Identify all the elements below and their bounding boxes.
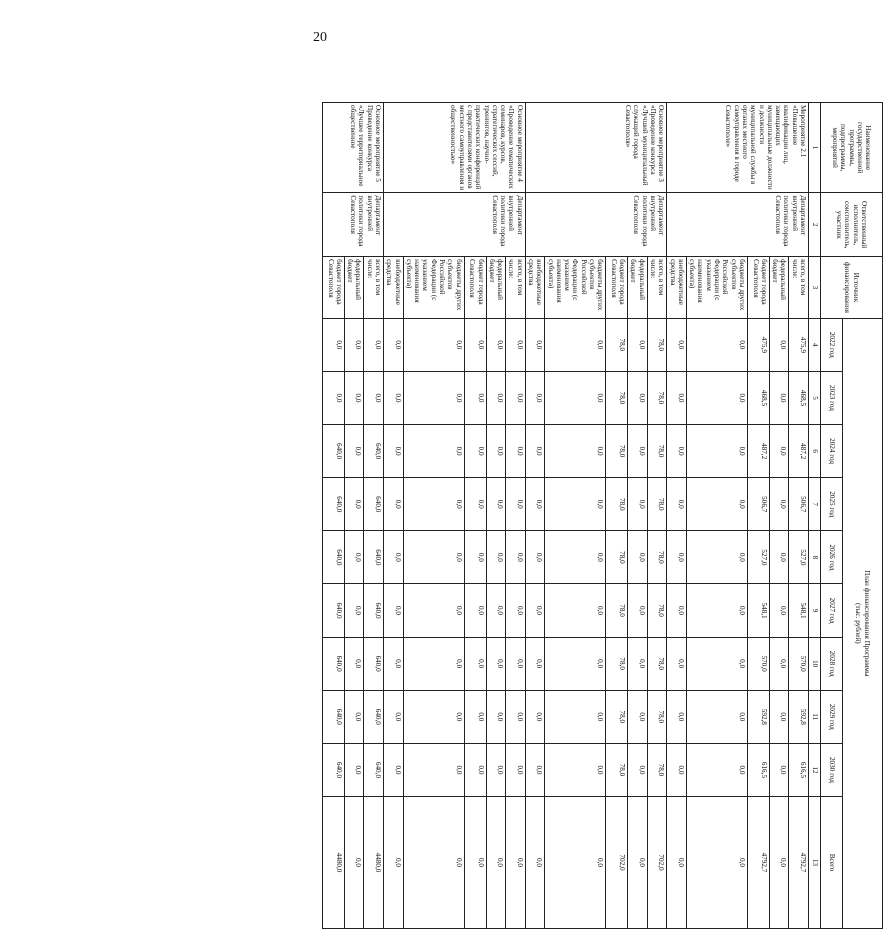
year-value-cell: 78,0 bbox=[647, 584, 667, 637]
year-value-cell: 0,0 bbox=[384, 371, 404, 424]
year-value-cell: 0,0 bbox=[344, 371, 364, 424]
year-value-cell: 0,0 bbox=[403, 584, 464, 637]
funding-source: бюджет города Севастополя bbox=[606, 257, 628, 319]
year-value-cell: 0,0 bbox=[686, 478, 747, 531]
year-value-cell: 0,0 bbox=[506, 690, 526, 743]
total-cell: 0,0 bbox=[403, 797, 464, 929]
year-value-cell: 0,0 bbox=[545, 371, 606, 424]
total-cell: 0,0 bbox=[344, 797, 364, 929]
year-value-cell: 506,7 bbox=[747, 478, 769, 531]
year-value-cell: 0,0 bbox=[769, 371, 789, 424]
year-value-cell: 506,7 bbox=[789, 478, 809, 531]
measure-name: Мероприятие 2.1 «Повышение квалификации лиц, замещающих муниципальные должности и должности муниципальной службы в органах местного самоуправления в городе Севастополе» bbox=[667, 103, 809, 193]
year-value-cell: 0,0 bbox=[545, 531, 606, 584]
year-value-cell: 0,0 bbox=[545, 584, 606, 637]
year-value-cell: 0,0 bbox=[344, 637, 364, 690]
year-value-cell: 468,5 bbox=[747, 371, 769, 424]
measure-executor: Департамент внутренней политики города Севастополя bbox=[322, 193, 383, 257]
year-value-cell: 0,0 bbox=[384, 425, 404, 478]
year-value-cell: 0,0 bbox=[486, 531, 506, 584]
header-index: 3 bbox=[809, 257, 821, 319]
year-value-cell: 78,0 bbox=[606, 584, 628, 637]
funding-source: всего, в том числе: bbox=[789, 257, 809, 319]
year-value-cell: 0,0 bbox=[628, 371, 648, 424]
year-value-cell: 78,0 bbox=[606, 478, 628, 531]
year-value-cell: 0,0 bbox=[384, 637, 404, 690]
funding-source: внебюджетные средства bbox=[525, 257, 545, 319]
year-value-cell: 640,0 bbox=[322, 425, 344, 478]
year-value-cell: 592,8 bbox=[789, 690, 809, 743]
year-value-cell: 548,1 bbox=[747, 584, 769, 637]
year-value-cell: 0,0 bbox=[486, 478, 506, 531]
header-index: 11 bbox=[809, 690, 821, 743]
year-value-cell: 0,0 bbox=[525, 743, 545, 796]
year-value-cell: 640,0 bbox=[364, 743, 384, 796]
year-value-cell: 0,0 bbox=[525, 425, 545, 478]
year-value-cell: 0,0 bbox=[464, 425, 486, 478]
year-value-cell: 78,0 bbox=[647, 743, 667, 796]
rotated-table-container bbox=[324, 102, 883, 929]
funding-source: всего, в том числе: bbox=[364, 257, 384, 319]
year-value-cell: 0,0 bbox=[525, 371, 545, 424]
year-value-cell: 640,0 bbox=[322, 743, 344, 796]
year-value-cell: 0,0 bbox=[403, 425, 464, 478]
year-value-cell: 0,0 bbox=[506, 318, 526, 371]
table-row bbox=[506, 103, 526, 929]
year-value-cell: 0,0 bbox=[506, 743, 526, 796]
year-value-cell: 78,0 bbox=[606, 425, 628, 478]
year-value-cell: 78,0 bbox=[647, 637, 667, 690]
year-value-cell: 0,0 bbox=[403, 531, 464, 584]
year-value-cell: 78,0 bbox=[647, 371, 667, 424]
year-value-cell: 78,0 bbox=[647, 531, 667, 584]
total-cell: 702,0 bbox=[647, 797, 667, 929]
year-value-cell: 0,0 bbox=[403, 318, 464, 371]
year-value-cell: 0,0 bbox=[384, 690, 404, 743]
year-value-cell: 0,0 bbox=[403, 637, 464, 690]
year-value-cell: 640,0 bbox=[364, 531, 384, 584]
year-value-cell: 640,0 bbox=[364, 584, 384, 637]
year-value-cell: 0,0 bbox=[628, 318, 648, 371]
year-value-cell: 0,0 bbox=[686, 584, 747, 637]
header-index: 7 bbox=[809, 478, 821, 531]
total-cell: 0,0 bbox=[769, 797, 789, 929]
year-value-cell: 0,0 bbox=[486, 637, 506, 690]
year-value-cell: 0,0 bbox=[667, 637, 687, 690]
year-value-cell: 640,0 bbox=[364, 637, 384, 690]
year-value-cell: 592,8 bbox=[747, 690, 769, 743]
total-cell: 0,0 bbox=[486, 797, 506, 929]
measure-executor: Департамент внутренней политики города Севастополя bbox=[667, 193, 809, 257]
header-year: 2025 год bbox=[821, 478, 843, 531]
funding-source: бюджет города Севастополя bbox=[464, 257, 486, 319]
funding-source: бюджеты других субъектов Российской Федерации (с указанием наименования субъекта) bbox=[545, 257, 606, 319]
table-row bbox=[364, 103, 384, 929]
year-value-cell: 640,0 bbox=[322, 531, 344, 584]
year-value-cell: 78,0 bbox=[606, 690, 628, 743]
year-value-cell: 0,0 bbox=[667, 318, 687, 371]
total-cell: 4792,7 bbox=[747, 797, 769, 929]
year-value-cell: 0,0 bbox=[525, 531, 545, 584]
year-value-cell: 0,0 bbox=[545, 478, 606, 531]
year-value-cell: 527,0 bbox=[747, 531, 769, 584]
year-value-cell: 0,0 bbox=[506, 478, 526, 531]
year-value-cell: 78,0 bbox=[606, 318, 628, 371]
year-value-cell: 487,2 bbox=[789, 425, 809, 478]
year-value-cell: 0,0 bbox=[667, 584, 687, 637]
header-plan-title: План финансирования Программы bbox=[862, 570, 871, 677]
year-value-cell: 0,0 bbox=[667, 425, 687, 478]
year-value-cell: 0,0 bbox=[464, 531, 486, 584]
total-cell: 4792,7 bbox=[789, 797, 809, 929]
funding-source: бюджеты других субъектов Российской Федерации (с указанием наименования субъекта) bbox=[403, 257, 464, 319]
year-value-cell: 640,0 bbox=[322, 637, 344, 690]
year-value-cell: 0,0 bbox=[769, 531, 789, 584]
year-value-cell: 0,0 bbox=[686, 637, 747, 690]
year-value-cell: 0,0 bbox=[628, 478, 648, 531]
year-value-cell: 0,0 bbox=[506, 425, 526, 478]
funding-source: федеральный бюджет bbox=[486, 257, 506, 319]
year-value-cell: 0,0 bbox=[506, 531, 526, 584]
year-value-cell: 78,0 bbox=[647, 318, 667, 371]
year-value-cell: 616,5 bbox=[789, 743, 809, 796]
header-plan-unit: (тыс. рублей) bbox=[854, 603, 863, 644]
header-year: 2026 год bbox=[821, 531, 843, 584]
header-index: 9 bbox=[809, 584, 821, 637]
year-value-cell: 0,0 bbox=[667, 531, 687, 584]
year-value-cell: 0,0 bbox=[628, 531, 648, 584]
header-year: 2024 год bbox=[821, 425, 843, 478]
year-value-cell: 0,0 bbox=[486, 425, 506, 478]
year-value-cell: 78,0 bbox=[647, 690, 667, 743]
header-year: 2028 год bbox=[821, 637, 843, 690]
year-value-cell: 0,0 bbox=[464, 743, 486, 796]
year-value-cell: 0,0 bbox=[686, 425, 747, 478]
year-value-cell: 0,0 bbox=[628, 743, 648, 796]
header-index: 12 bbox=[809, 743, 821, 796]
table-header bbox=[809, 103, 883, 929]
year-value-cell: 0,0 bbox=[545, 690, 606, 743]
year-value-cell: 0,0 bbox=[628, 425, 648, 478]
year-value-cell: 527,0 bbox=[789, 531, 809, 584]
total-cell: 4480,0 bbox=[364, 797, 384, 929]
year-value-cell: 0,0 bbox=[686, 371, 747, 424]
year-value-cell: 0,0 bbox=[403, 371, 464, 424]
year-value-cell: 0,0 bbox=[686, 531, 747, 584]
header-year: 2027 год bbox=[821, 584, 843, 637]
year-value-cell: 0,0 bbox=[464, 584, 486, 637]
year-value-cell: 0,0 bbox=[486, 690, 506, 743]
header-index: 4 bbox=[809, 318, 821, 371]
page-number: 20 bbox=[313, 30, 327, 45]
year-value-cell: 475,9 bbox=[747, 318, 769, 371]
header-index: 8 bbox=[809, 531, 821, 584]
year-value-cell: 0,0 bbox=[769, 690, 789, 743]
header-index: 6 bbox=[809, 425, 821, 478]
year-value-cell: 0,0 bbox=[545, 318, 606, 371]
header-year: 2023 год bbox=[821, 371, 843, 424]
year-value-cell: 468,5 bbox=[789, 371, 809, 424]
year-value-cell: 0,0 bbox=[769, 637, 789, 690]
year-value-cell: 0,0 bbox=[364, 371, 384, 424]
year-value-cell: 0,0 bbox=[464, 371, 486, 424]
year-value-cell: 0,0 bbox=[769, 584, 789, 637]
year-value-cell: 0,0 bbox=[628, 637, 648, 690]
funding-source: внебюджетные средства bbox=[667, 257, 687, 319]
measure-name: Основное мероприятие 4 «Проведение тематических семинаров, курсов, стратегических сессий, тренингов, научно-практических конференций с представителями органов местного самоуправления и общественностью» bbox=[384, 103, 526, 193]
year-value-cell: 0,0 bbox=[525, 584, 545, 637]
year-value-cell: 0,0 bbox=[686, 743, 747, 796]
year-value-cell: 0,0 bbox=[525, 318, 545, 371]
total-cell: 0,0 bbox=[464, 797, 486, 929]
year-value-cell: 0,0 bbox=[667, 690, 687, 743]
year-value-cell: 0,0 bbox=[403, 743, 464, 796]
year-value-cell: 0,0 bbox=[686, 690, 747, 743]
financing-table bbox=[322, 102, 883, 929]
header-index: 13 bbox=[809, 797, 821, 929]
header-total: Всего bbox=[821, 797, 843, 929]
year-value-cell: 0,0 bbox=[667, 371, 687, 424]
header-name: Наименование государственной программы, подпрограммы, мероприятий bbox=[821, 103, 883, 193]
year-value-cell: 0,0 bbox=[545, 743, 606, 796]
year-value-cell: 487,2 bbox=[747, 425, 769, 478]
year-value-cell: 0,0 bbox=[545, 425, 606, 478]
year-value-cell: 0,0 bbox=[464, 318, 486, 371]
header-year: 2030 год bbox=[821, 743, 843, 796]
year-value-cell: 0,0 bbox=[486, 584, 506, 637]
funding-source: всего, в том числе: bbox=[506, 257, 526, 319]
header-index-row bbox=[809, 103, 821, 929]
measure-executor: Департамент внутренней политики города Севастополя bbox=[384, 193, 526, 257]
year-value-cell: 0,0 bbox=[769, 425, 789, 478]
table-row bbox=[789, 103, 809, 929]
table-row bbox=[647, 103, 667, 929]
year-value-cell: 0,0 bbox=[506, 637, 526, 690]
measure-name: Основное мероприятие 3 «Проведение конкурса «Лучший муниципальный служащий города Севастополя» bbox=[525, 103, 667, 193]
funding-source: федеральный бюджет bbox=[344, 257, 364, 319]
year-value-cell: 0,0 bbox=[486, 743, 506, 796]
total-cell: 4480,0 bbox=[322, 797, 344, 929]
year-value-cell: 0,0 bbox=[344, 531, 364, 584]
year-value-cell: 0,0 bbox=[403, 690, 464, 743]
year-value-cell: 0,0 bbox=[545, 637, 606, 690]
total-cell: 0,0 bbox=[506, 797, 526, 929]
year-value-cell: 0,0 bbox=[506, 584, 526, 637]
header-index: 2 bbox=[809, 193, 821, 257]
year-value-cell: 475,9 bbox=[789, 318, 809, 371]
year-value-cell: 0,0 bbox=[322, 371, 344, 424]
header-index: 5 bbox=[809, 371, 821, 424]
year-value-cell: 640,0 bbox=[322, 584, 344, 637]
funding-source: внебюджетные средства bbox=[384, 257, 404, 319]
header-executor: Ответственный исполнитель, соисполнитель, участник bbox=[821, 193, 883, 257]
header-index: 10 bbox=[809, 637, 821, 690]
header-index: 1 bbox=[809, 103, 821, 193]
year-value-cell: 0,0 bbox=[464, 637, 486, 690]
header-source: Источник финансирования bbox=[821, 257, 883, 319]
funding-source: федеральный бюджет bbox=[769, 257, 789, 319]
funding-source: всего, в том числе: bbox=[647, 257, 667, 319]
year-value-cell: 0,0 bbox=[769, 478, 789, 531]
funding-source: бюджет города Севастополя bbox=[322, 257, 344, 319]
funding-source: бюджеты других субъектов Российской Федерации (с указанием наименования субъекта) bbox=[686, 257, 747, 319]
year-value-cell: 0,0 bbox=[769, 743, 789, 796]
year-value-cell: 0,0 bbox=[384, 478, 404, 531]
year-value-cell: 0,0 bbox=[384, 743, 404, 796]
year-value-cell: 78,0 bbox=[606, 637, 628, 690]
header-year: 2029 год bbox=[821, 690, 843, 743]
total-cell: 702,0 bbox=[606, 797, 628, 929]
year-value-cell: 640,0 bbox=[364, 425, 384, 478]
year-value-cell: 0,0 bbox=[384, 584, 404, 637]
year-value-cell: 0,0 bbox=[525, 478, 545, 531]
year-value-cell: 0,0 bbox=[525, 637, 545, 690]
year-value-cell: 0,0 bbox=[667, 478, 687, 531]
year-value-cell: 616,5 bbox=[747, 743, 769, 796]
header-year: 2022 год bbox=[821, 318, 843, 371]
year-value-cell: 0,0 bbox=[364, 318, 384, 371]
year-value-cell: 78,0 bbox=[606, 371, 628, 424]
year-value-cell: 0,0 bbox=[344, 743, 364, 796]
year-value-cell: 0,0 bbox=[769, 318, 789, 371]
year-value-cell: 0,0 bbox=[506, 371, 526, 424]
table-body bbox=[322, 103, 808, 929]
header-plan bbox=[843, 318, 883, 928]
year-value-cell: 640,0 bbox=[364, 478, 384, 531]
year-value-cell: 570,0 bbox=[789, 637, 809, 690]
year-value-cell: 0,0 bbox=[628, 690, 648, 743]
funding-source: бюджет города Севастополя bbox=[747, 257, 769, 319]
year-value-cell: 78,0 bbox=[647, 425, 667, 478]
year-value-cell: 0,0 bbox=[628, 584, 648, 637]
total-cell: 0,0 bbox=[628, 797, 648, 929]
year-value-cell: 0,0 bbox=[486, 371, 506, 424]
year-value-cell: 0,0 bbox=[344, 478, 364, 531]
year-value-cell: 640,0 bbox=[322, 690, 344, 743]
year-value-cell: 78,0 bbox=[606, 743, 628, 796]
year-value-cell: 640,0 bbox=[322, 478, 344, 531]
year-value-cell: 0,0 bbox=[344, 584, 364, 637]
total-cell: 0,0 bbox=[667, 797, 687, 929]
year-value-cell: 0,0 bbox=[344, 425, 364, 478]
year-value-cell: 0,0 bbox=[384, 318, 404, 371]
year-value-cell: 0,0 bbox=[464, 478, 486, 531]
year-value-cell: 548,1 bbox=[789, 584, 809, 637]
year-value-cell: 0,0 bbox=[384, 531, 404, 584]
measure-executor: Департамент внутренней политики города Севастополя bbox=[525, 193, 667, 257]
year-value-cell: 0,0 bbox=[686, 318, 747, 371]
total-cell: 0,0 bbox=[525, 797, 545, 929]
total-cell: 0,0 bbox=[545, 797, 606, 929]
year-value-cell: 78,0 bbox=[606, 531, 628, 584]
year-value-cell: 0,0 bbox=[344, 318, 364, 371]
year-value-cell: 0,0 bbox=[322, 318, 344, 371]
year-value-cell: 78,0 bbox=[647, 478, 667, 531]
year-value-cell: 640,0 bbox=[364, 690, 384, 743]
total-cell: 0,0 bbox=[686, 797, 747, 929]
year-value-cell: 0,0 bbox=[667, 743, 687, 796]
year-value-cell: 570,0 bbox=[747, 637, 769, 690]
funding-source: федеральный бюджет bbox=[628, 257, 648, 319]
year-value-cell: 0,0 bbox=[344, 690, 364, 743]
year-value-cell: 0,0 bbox=[464, 690, 486, 743]
total-cell: 0,0 bbox=[384, 797, 404, 929]
year-value-cell: 0,0 bbox=[403, 478, 464, 531]
measure-name: Основное мероприятие 5 Проведение конкурса «Лучшее территориальное общественное bbox=[322, 103, 383, 193]
year-value-cell: 0,0 bbox=[525, 690, 545, 743]
year-value-cell: 0,0 bbox=[486, 318, 506, 371]
